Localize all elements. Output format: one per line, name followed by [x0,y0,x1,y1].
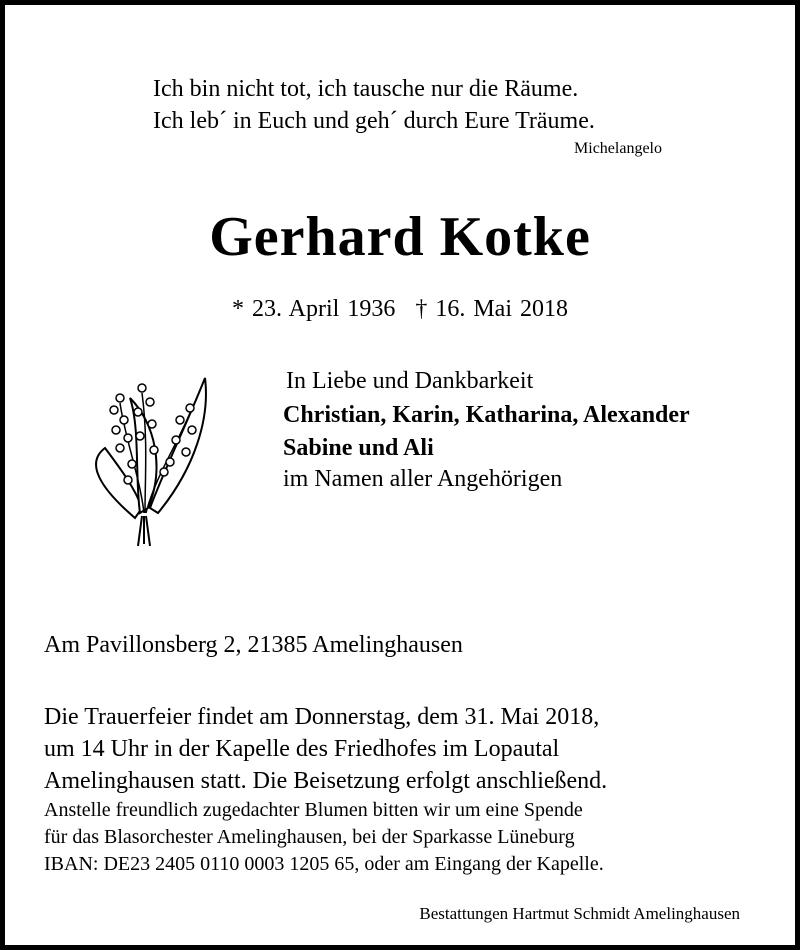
ceremony-line-1: Die Trauerfeier findet am Donnerstag, dem 31. Mai 2018, [44,704,600,730]
quote-line-2: Ich leb´ in Euch und geh´ durch Eure Träume. [153,108,595,134]
donation-line-3: IBAN: DE23 2405 0110 0003 1205 65, oder am Eingang der Kapelle. [44,853,604,875]
mourners-intro: In Liebe und Dankbarkeit [286,368,534,394]
death-date: † 16. Mai 2018 [415,296,568,322]
ceremony-line-3: Amelinghausen statt. Die Beisetzung erfolgt anschließend. [44,768,608,794]
deceased-name: Gerhard Kotke [209,206,591,268]
quote-author: Michelangelo [574,140,662,157]
family-address: Am Pavillonsberg 2, 21385 Amelinghausen [44,632,463,658]
mourners-names-1: Christian, Karin, Katharina, Alexander [283,402,690,428]
ceremony-line-2: um 14 Uhr in der Kapelle des Friedhofes im Lopautal [44,736,560,762]
mourners-outro: im Namen aller Angehörigen [283,466,563,492]
mourners-names-2: Sabine und Ali [283,435,434,461]
life-dates [0,296,800,323]
quote-line-1: Ich bin nicht tot, ich tausche nur die Räume. [153,76,579,102]
donation-line-1: Anstelle freundlich zugedachter Blumen bitten wir um eine Spende [44,799,583,821]
lily-of-the-valley-bouquet-icon [80,368,230,548]
undertaker-name: Bestattungen Hartmut Schmidt Amelinghausen [419,904,740,923]
birth-date: * 23. April 1936 [231,296,396,322]
donation-line-2: für das Blasorchester Amelinghausen, bei der Sparkasse Lüneburg [44,826,575,848]
